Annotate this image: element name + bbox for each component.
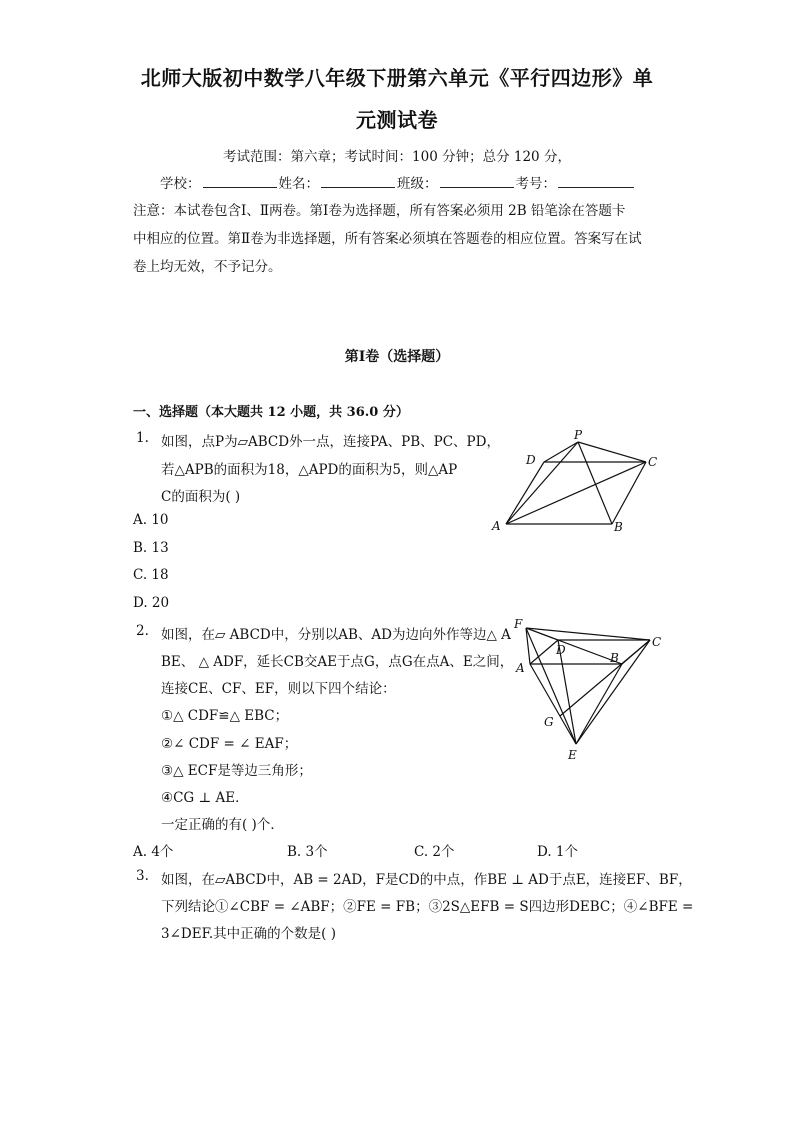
- q1-option-d[interactable]: D. 20: [133, 595, 170, 611]
- q1-label-p: P: [574, 428, 583, 442]
- class-label: 班级：: [397, 176, 438, 192]
- q1-option-c[interactable]: C. 18: [133, 567, 169, 583]
- q2-text-line-4: 一定正确的有( )个．: [161, 817, 284, 833]
- section-1-heading: 一、选择题（本大题共 12 小题，共 36.0 分）: [133, 405, 409, 420]
- part-1-title: 第Ⅰ卷（选择题）: [344, 349, 450, 365]
- q2-option-d[interactable]: D. 1个: [537, 844, 579, 860]
- q2-option-c[interactable]: C. 2个: [414, 844, 455, 860]
- q1-label-b: B: [614, 520, 623, 534]
- school-blank[interactable]: [203, 175, 277, 188]
- q1-parallelogram-figure: [488, 428, 668, 536]
- q2-conclusion-3: ③△ ECF是等边三角形；: [161, 763, 312, 779]
- q3-text-line-3: 3∠DEF.其中正确的个数是( ): [161, 926, 336, 942]
- q2-text-line-2: BE、 △ ADF，延长CB交AE于点G，点G在点A、E之间，: [161, 654, 514, 670]
- class-blank[interactable]: [440, 175, 514, 188]
- notice-line-2: 中相应的位置。第Ⅱ卷为非选择题，所有答案必须填在答题卷的相应位置。答案写在试: [133, 231, 642, 247]
- q2-label-d: D: [556, 643, 566, 657]
- name-label: 姓名：: [278, 176, 319, 192]
- q2-geometry-figure: [510, 614, 670, 764]
- q2-label-g: G: [544, 715, 554, 729]
- q2-option-a[interactable]: A. 4个: [133, 844, 174, 860]
- name-blank[interactable]: [321, 175, 395, 188]
- q1-label-c: C: [648, 455, 658, 469]
- q2-number: 2.: [136, 623, 149, 639]
- exam-no-blank[interactable]: [558, 175, 634, 188]
- q2-label-e: E: [568, 748, 577, 762]
- notice-line-1: 注意：本试卷包含Ⅰ、Ⅱ两卷。第Ⅰ卷为选择题，所有答案必须用 2B 铅笔涂在答题卡: [133, 203, 626, 219]
- q1-number: 1.: [136, 430, 149, 446]
- student-fields: [160, 172, 636, 192]
- q2-label-a: A: [516, 661, 525, 675]
- page-title-line-1: 北师大版初中数学八年级下册第六单元《平行四边形》单: [140, 66, 654, 90]
- notice-line-3: 卷上均无效，不予记分。: [133, 259, 282, 275]
- q2-conclusion-4: ④CG ⊥ AE．: [161, 790, 249, 806]
- q2-conclusion-2: ②∠ CDF = ∠ EAF；: [161, 736, 298, 752]
- q3-text-line-1: 如图，在▱ABCD中，AB = 2AD，F是CD的中点，作BE ⊥ AD于点E，连接EF、BF，: [161, 872, 692, 888]
- q2-text-line-3: 连接CE、CF、EF，则以下四个结论：: [161, 681, 396, 697]
- exam-no-label: 考号：: [515, 176, 556, 192]
- q1-label-a: A: [492, 519, 501, 533]
- q1-option-a[interactable]: A. 10: [133, 512, 169, 528]
- q1-text-line-1: 如图，点P为▱ABCD外一点，连接PA、PB、PC、PD，: [161, 434, 500, 450]
- q3-text-line-2: 下列结论①∠CBF = ∠ABF；②FE = FB；③2S△EFB = S四边形DEBC；④∠BFE =: [161, 899, 694, 915]
- school-label: 学校：: [160, 176, 201, 192]
- q2-conclusion-1: ①△ CDF≌△ EBC；: [161, 708, 289, 724]
- q1-option-b[interactable]: B. 13: [133, 540, 169, 556]
- q3-number: 3.: [136, 868, 149, 884]
- q1-label-d: D: [526, 453, 536, 467]
- page-title-line-2: 元测试卷: [356, 108, 438, 132]
- q2-label-f: F: [514, 617, 523, 631]
- q2-label-c: C: [652, 635, 662, 649]
- q2-option-b[interactable]: B. 3个: [287, 844, 328, 860]
- exam-info: 考试范围：第六章；考试时间：100 分钟；总分 120 分，: [223, 149, 571, 165]
- q1-text-line-3: C的面积为( ): [161, 489, 241, 505]
- q2-text-line-1: 如图，在▱ ABCD中，分别以AB、AD为边向外作等边△ A: [161, 627, 511, 643]
- q1-text-line-2: 若△APB的面积为18，△APD的面积为5，则△AP: [161, 462, 458, 478]
- q2-label-b: B: [610, 651, 619, 665]
